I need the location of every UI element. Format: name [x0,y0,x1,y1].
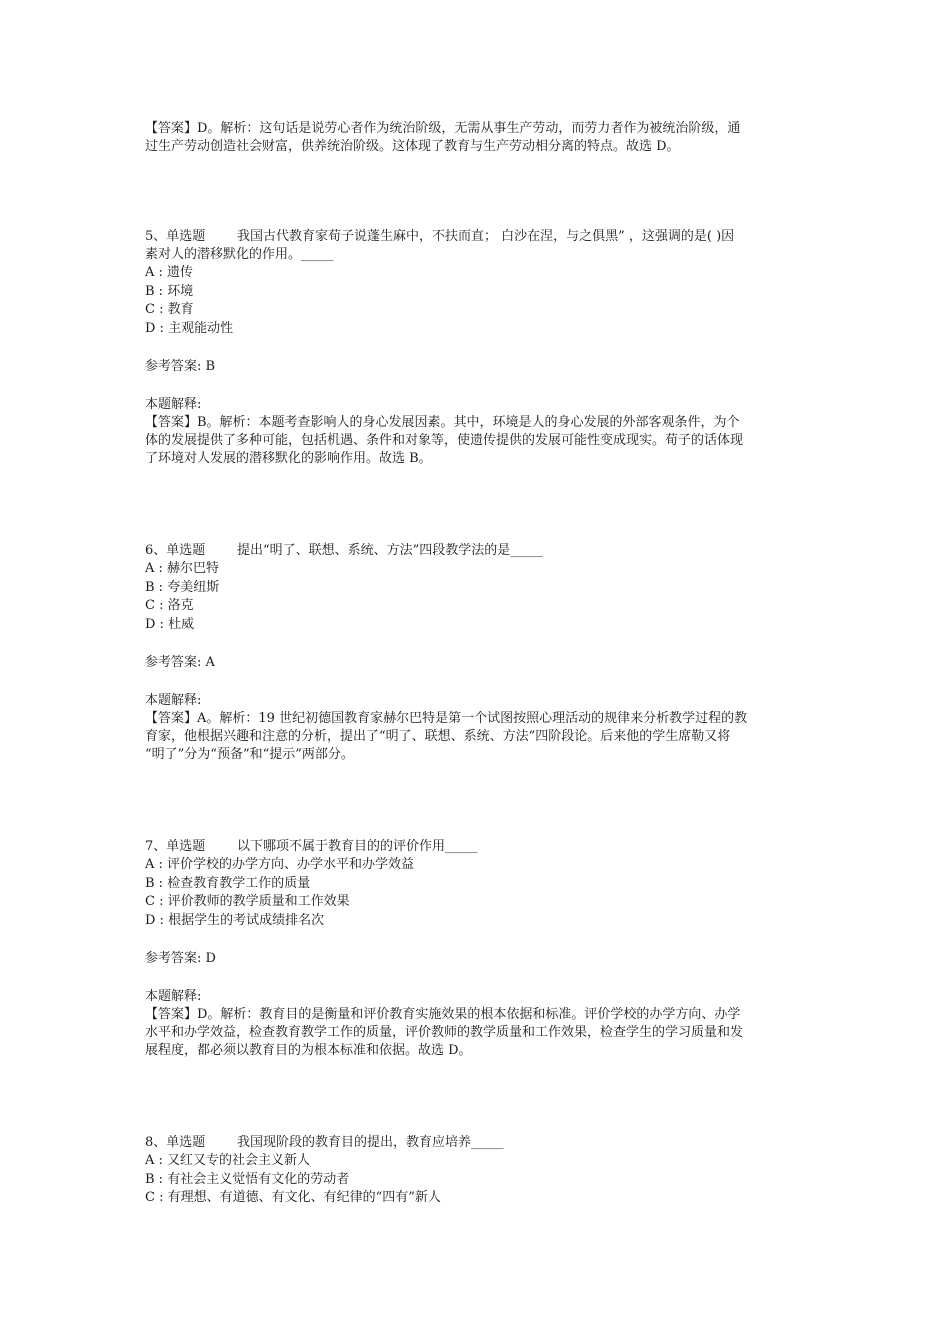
explanation-title: 本题解释: [145,397,202,412]
explanation-line: 【答案】A。解析：19 世纪初德国教育家赫尔巴特是第一个试图按照心理活动的规律来分析教学过程的教 [145,711,748,726]
option-c: C : 教育 [145,302,194,317]
question-8 [145,1134,810,1208]
option-a: A : 评价学校的办学方向、办学水平和办学效益 [145,857,415,872]
explanation-line: 水平和办学效益，检查教育教学工作的质量，评价教师的教学质量和工作效果，检查学生的学习质量和发 [145,1025,744,1040]
explanation-line: 了环境对人发展的潜移默化的影响作用。故选 B。 [145,451,432,466]
option-a: A : 赫尔巴特 [145,561,220,576]
option-a: A : 又红又专的社会主义新人 [145,1153,311,1168]
question-5 [145,228,810,468]
question-stem: 提出“明了、联想、系统、方法”四段教学法的是_____ [237,543,543,558]
option-b: B : 夸美纽斯 [145,579,220,595]
option-d: D : 主观能动性 [145,320,234,336]
explanation-line: “明了”分为“预备”和“提示”两部分。 [145,747,354,762]
explanation-line: 【答案】B。解析：本题考查影响人的身心发展因素。其中，环境是人的身心发展的外部客观条件，为个 [145,415,740,430]
option-b: B : 有社会主义觉悟有文化的劳动者 [145,1171,350,1187]
document-page [145,120,810,1208]
option-d: D : 根据学生的考试成绩排名次 [145,912,325,928]
question-number-type: 6、单选题 [145,543,206,558]
explanation-line: 体的发展提供了多种可能，包括机遇、条件和对象等，使遗传提供的发展可能性变成现实。荀子的话体现 [145,433,744,448]
question-number-type: 7、单选题 [145,839,206,854]
option-b: B : 环境 [145,283,194,299]
option-c: C : 有理想、有道德、有文化、有纪律的“四有”新人 [145,1190,441,1205]
question-stem: 我国现阶段的教育目的提出，教育应培养_____ [237,1135,504,1150]
explanation-line: 育家，他根据兴趣和注意的分析，提出了“明了、联想、系统、方法”四阶段论。后来他的学生席勒又将 [145,729,731,744]
question-7 [145,838,810,1060]
option-b: B : 检查教育教学工作的质量 [145,875,311,891]
explanation-line: 【答案】D。解析：教育目的是衡量和评价教育实施效果的根本依据和标准。评价学校的办学方向、办学 [145,1007,741,1022]
option-a: A : 遗传 [145,265,194,280]
explanation-line: 【答案】D。解析：这句话是说劳心者作为统治阶级，无需从事生产劳动，而劳力者作为被统治阶级，通 [145,121,741,136]
option-c: C : 评价教师的教学质量和工作效果 [145,894,350,909]
question-stem: 我国古代教育家荀子说蓬生麻中，不扶而直； 白沙在涅，与之俱黑” ，这强调的是( )因 [237,229,735,244]
question-number-type: 8、单选题 [145,1135,206,1150]
previous-explanation [145,120,810,156]
question-stem: 素对人的潜移默化的作用。_____ [145,247,334,262]
explanation-line: 过生产劳动创造社会财富，供养统治阶级。这体现了教育与生产劳动相分离的特点。故选 D。 [145,139,680,154]
reference-answer: 参考答案: B [145,359,216,374]
question-6 [145,542,810,764]
option-d: D : 杜威 [145,616,195,632]
explanation-title: 本题解释: [145,989,202,1004]
explanation-line: 展程度，都必须以教育目的为根本标准和依据。故选 D。 [145,1043,472,1058]
reference-answer: 参考答案: A [145,655,215,670]
option-c: C : 洛克 [145,598,194,613]
question-number-type: 5、单选题 [145,229,206,244]
question-stem: 以下哪项不属于教育目的的评价作用_____ [237,839,478,854]
reference-answer: 参考答案: D [145,951,216,966]
explanation-title: 本题解释: [145,693,202,708]
